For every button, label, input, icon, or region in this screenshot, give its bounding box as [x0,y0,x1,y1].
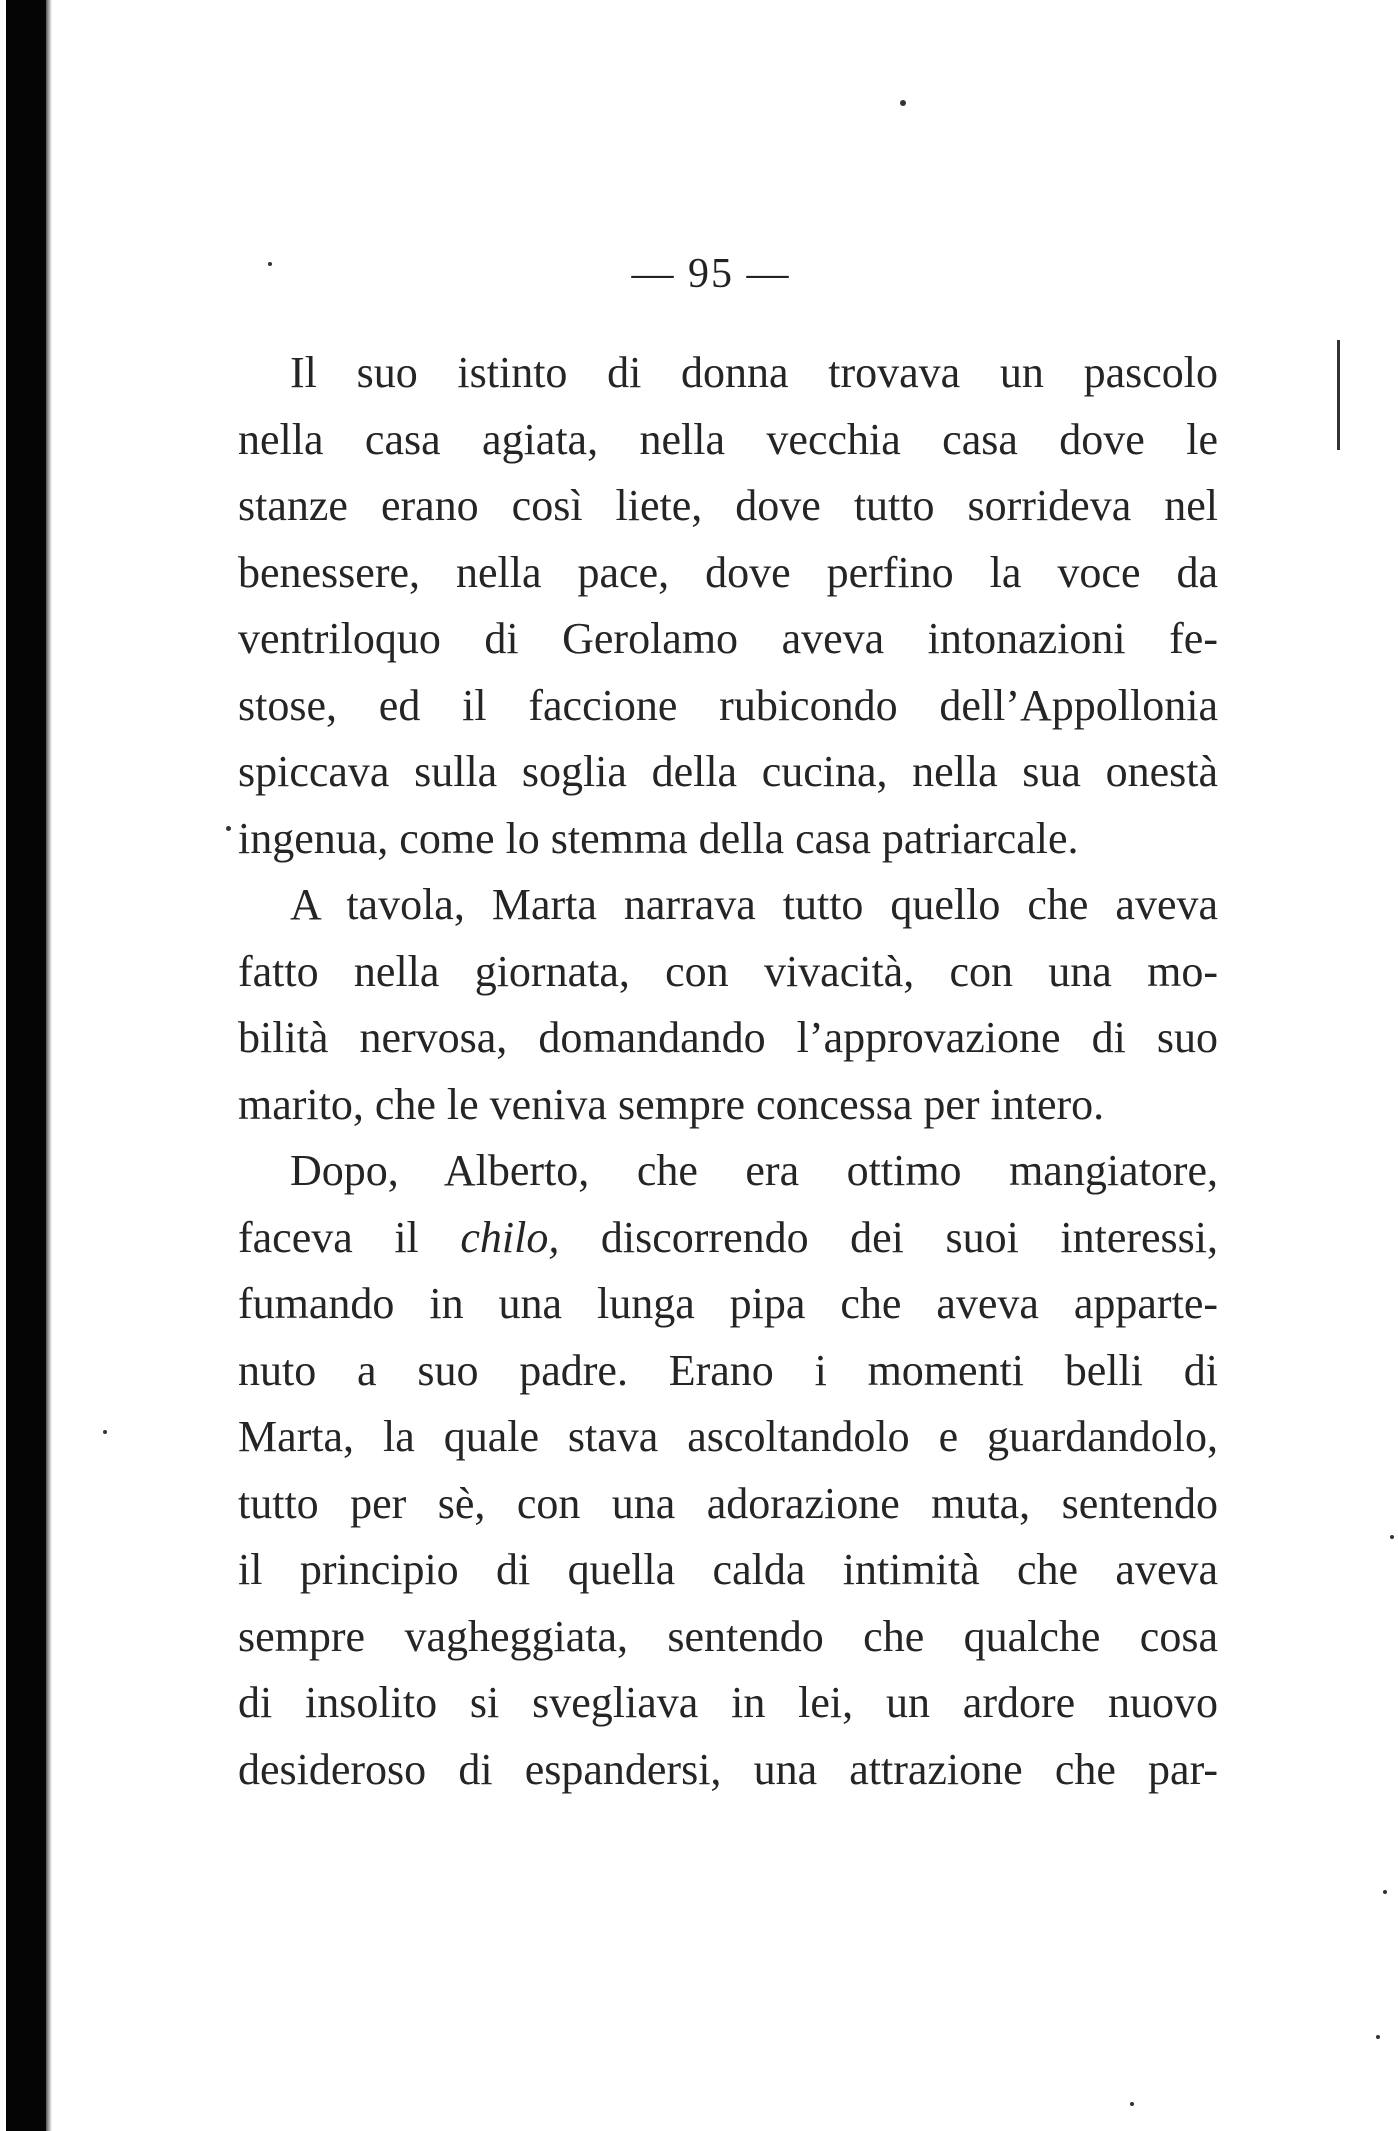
scan-speck [1130,2102,1134,2106]
text-line: il principio di quella calda intimità che aveva [238,1545,1218,1594]
binding-edge [6,0,46,2131]
text-line: Marta, la quale stava ascoltandolo e guardandolo, [238,1412,1218,1461]
text-line: tutto per sè, con una adorazione muta, sentendo [238,1478,1218,1528]
text-line: fatto nella giornata, con vivacità, con una mo- [238,946,1218,996]
scan-speck [1383,1890,1387,1894]
italic-word: chilo, [460,1212,560,1262]
text-line: fumando in una lunga pipa che aveva apparte- [238,1279,1218,1328]
scan-speck [226,826,231,831]
text-line: nella casa agiata, nella vecchia casa dove le [238,414,1218,464]
text-line: ventriloquo di Gerolamo aveva intonazioni fe- [238,614,1218,663]
text-fragment: faceva il [238,1212,461,1262]
text-line: desideroso di espandersi, una attrazione che par- [238,1744,1218,1794]
text-line: A tavola, Marta narrava tutto quello che aveva [290,880,1218,929]
text-line: benessere, nella pace, dove perfino la voce da [238,547,1218,597]
text-line: stanze erano così liete, dove tutto sorrideva nel [238,481,1218,530]
scan-speck [1390,1535,1394,1539]
margin-mark [1337,340,1340,450]
text-line: Dopo, Alberto, che era ottimo mangiatore, [290,1146,1218,1195]
text-line: ingenua, come lo stemma della casa patriarcale. [238,813,1079,863]
scan-speck [103,1430,107,1434]
text-line: stose, ed il faccione rubicondo dell’Appollonia [238,680,1218,730]
text-line: nuto a suo padre. Erano i momenti belli di [238,1345,1218,1395]
page-number: — 95 — [631,251,791,297]
text-line-with-italic [238,1205,1218,1272]
text-line: spiccava sulla soglia della cucina, nella sua onestà [238,747,1218,796]
text-line: di insolito si svegliava in lei, un ardore nuovo [238,1678,1218,1727]
body-text [238,340,1218,1803]
text-line: marito, che le veniva sempre concessa per intero. [238,1079,1105,1129]
text-fragment: discorrendo dei suoi interessi, [559,1212,1219,1262]
text-line: sempre vagheggiata, sentendo che qualche cosa [238,1611,1218,1661]
text-line: bilità nervosa, domandando l’approvazione di suo [238,1013,1218,1062]
scan-speck [1376,2035,1380,2039]
text-line: Il suo istinto di donna trovava un pascolo [290,348,1218,397]
scan-speck [900,100,906,106]
scan-speck [268,262,272,266]
